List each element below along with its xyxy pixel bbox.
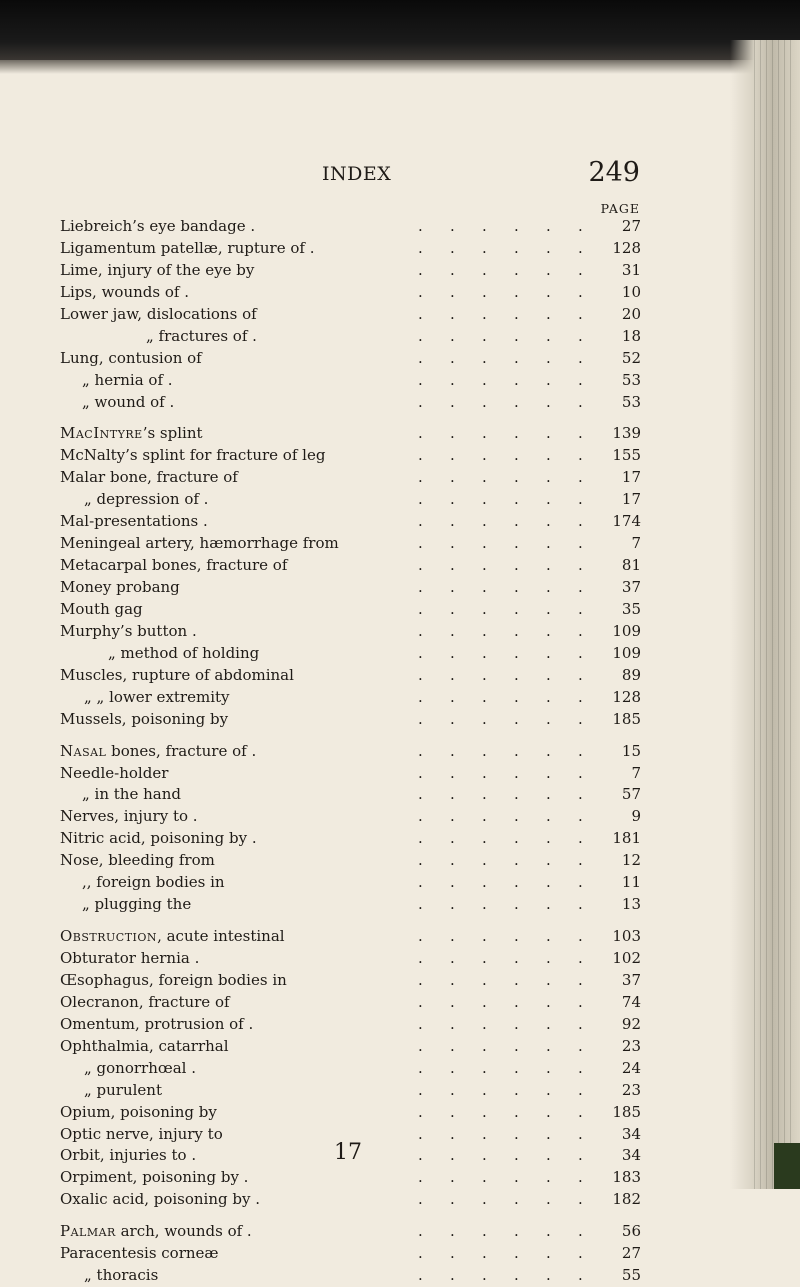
index-page-ref: 34 xyxy=(621,1146,641,1165)
index-entry: „ plugging the . . . . . . 13 xyxy=(60,894,641,916)
index-page-ref: 139 xyxy=(612,424,641,443)
index-entry: Meningeal artery, hæmorrhage from . . . . . . 7 xyxy=(60,533,641,555)
page-header xyxy=(60,157,640,188)
index-term: „ gonorrhœal . xyxy=(84,1058,196,1077)
index-entry: Olecranon, fracture of . . . . . . 74 xyxy=(60,992,641,1014)
index-page-ref: 9 xyxy=(631,807,641,826)
index-page-ref: 57 xyxy=(621,785,641,804)
index-page-ref: 12 xyxy=(621,851,641,870)
index-entry: Palmar arch, wounds of . . . . . . . 56 xyxy=(60,1221,641,1243)
index-term: Lower jaw, dislocations of xyxy=(60,304,257,323)
index-entry: „ method of holding . . . . . . 109 xyxy=(60,643,641,665)
index-term: Lung, contusion of xyxy=(60,348,202,367)
index-entry: Nerves, injury to . . . . . . . 9 xyxy=(60,806,641,828)
index-page-ref: 34 xyxy=(621,1124,641,1143)
index-page-ref: 181 xyxy=(612,829,641,848)
index-page-ref: 23 xyxy=(621,1036,641,1055)
index-page-ref: 35 xyxy=(621,599,641,618)
index-term: ,, foreign bodies in xyxy=(82,873,225,892)
index-page-ref: 17 xyxy=(621,468,641,487)
index-term: Lips, wounds of . xyxy=(60,282,189,301)
index-page-ref: 53 xyxy=(621,370,641,389)
index-entry: Lime, injury of the eye by . . . . . . 31 xyxy=(60,260,641,282)
group-gap xyxy=(60,1211,641,1221)
index-term: „ hernia of . xyxy=(82,370,173,389)
index-page-ref: 23 xyxy=(621,1080,641,1099)
index-term: Muscles, rupture of abdominal xyxy=(60,665,294,684)
index-page-ref: 174 xyxy=(612,512,641,531)
group-gap xyxy=(60,916,641,926)
index-term: Obturator hernia . xyxy=(60,949,200,967)
index-entry: „ fractures of . . . . . . . 18 xyxy=(60,326,641,348)
scan-dark-border xyxy=(0,0,800,60)
index-entry: Money probang . . . . . . 37 xyxy=(60,577,641,599)
page-number: 249 xyxy=(588,157,640,188)
index-page-ref: 11 xyxy=(621,873,641,892)
index-page-ref: 92 xyxy=(621,1014,641,1033)
index-entry: „ purulent . . . . . . 23 xyxy=(60,1080,641,1102)
index-term: „ purulent xyxy=(84,1080,162,1099)
index-term: McNalty’s splint for fracture of leg xyxy=(60,446,326,465)
index-page-ref: 52 xyxy=(621,348,641,367)
index-term: Nerves, injury to . xyxy=(60,807,198,826)
index-entry: Orpiment, poisoning by . . . . . . . 183 xyxy=(60,1167,641,1189)
index-entry: Mal-presentations . . . . . . . 174 xyxy=(60,511,641,533)
index-page-ref: 17 xyxy=(621,490,641,509)
index-page-ref: 185 xyxy=(612,1102,641,1121)
running-head: INDEX xyxy=(322,163,392,185)
group-gap xyxy=(60,413,641,423)
index-entry: ,, foreign bodies in . . . . . . 11 xyxy=(60,872,641,894)
index-entry: Ophthalmia, catarrhal . . . . . . 23 xyxy=(60,1036,641,1058)
index-entry: „ gonorrhœal . . . . . . . 24 xyxy=(60,1058,641,1080)
index-page-ref: 18 xyxy=(621,326,641,345)
index-entry: McNalty’s splint for fracture of leg . . . . . . 155 xyxy=(60,445,641,467)
index-entry: Liebreich’s eye bandage . . . . . . . 27 xyxy=(60,216,641,238)
index-term: Optic nerve, injury to xyxy=(60,1124,223,1143)
index-page-ref: 10 xyxy=(621,282,641,301)
signature-mark: 17 xyxy=(334,1140,362,1165)
index-term: Palmar arch, wounds of . xyxy=(60,1222,252,1241)
scan-corner-mark xyxy=(774,1143,800,1189)
index-term: Ligamentum patellæ, rupture of . xyxy=(60,238,315,257)
index-page-ref: 182 xyxy=(612,1190,641,1209)
index-page-ref: 128 xyxy=(612,238,641,257)
index-term: Nasal bones, fracture of . xyxy=(60,741,257,760)
index-term: Mussels, poisoning by xyxy=(60,709,229,728)
index-entry: Nitric acid, poisoning by . . . . . . . 181 xyxy=(60,828,641,850)
index-term: „ plugging the xyxy=(82,895,192,914)
index-page-ref: 183 xyxy=(612,1168,641,1187)
index-page-ref: 155 xyxy=(612,446,641,465)
index-entry: „ in the hand . . . . . . 57 xyxy=(60,784,641,806)
index-page-ref: 24 xyxy=(621,1058,641,1077)
index-page-ref: 109 xyxy=(612,621,641,640)
index-term: MacIntyre’s splint xyxy=(60,424,203,443)
index-entry: Nasal bones, fracture of . . . . . . . 15 xyxy=(60,741,641,763)
index-term: Meningeal artery, hæmorrhage from xyxy=(60,534,339,553)
index-entry: Obstruction, acute intestinal . . . . . . 103 xyxy=(60,926,641,948)
index-page-ref: 56 xyxy=(621,1222,641,1241)
index-entry: Malar bone, fracture of . . . . . . 17 xyxy=(60,467,641,489)
index-term: „ „ lower extremity xyxy=(84,687,230,706)
index-entry: Optic nerve, injury to . . . . . . 34 xyxy=(60,1124,641,1146)
index-term: Oxalic acid, poisoning by . xyxy=(60,1190,261,1209)
index-term: Lime, injury of the eye by xyxy=(60,260,255,279)
index-term: „ thoracis xyxy=(84,1266,159,1285)
index-term: Ophthalmia, catarrhal xyxy=(60,1036,229,1055)
index-entry: Lung, contusion of . . . . . . 52 xyxy=(60,348,641,370)
page-column-label: PAGE xyxy=(600,201,640,216)
index-page-ref: 13 xyxy=(621,895,641,914)
index-page-ref: 128 xyxy=(612,687,641,706)
index-page-ref: 102 xyxy=(612,949,641,967)
index-term: Orpiment, poisoning by . xyxy=(60,1168,249,1187)
book-gutter-edge xyxy=(730,40,800,1189)
index-entry: „ „ lower extremity . . . . . . 128 xyxy=(60,687,641,709)
index-page-ref: 81 xyxy=(621,556,641,575)
index-page-ref: 7 xyxy=(631,763,641,782)
index-entry: Ligamentum patellæ, rupture of . . . . . . . 128 xyxy=(60,238,641,260)
group-gap xyxy=(60,731,641,741)
index-term: „ in the hand xyxy=(82,785,181,804)
index-entry: „ hernia of . . . . . . . 53 xyxy=(60,370,641,392)
index-entry: Orbit, injuries to . . . . . . . 34 xyxy=(60,1145,641,1167)
index-page-ref: 103 xyxy=(612,927,641,946)
index-entry: Lips, wounds of . . . . . . . 10 xyxy=(60,282,641,304)
index-entry: Œsophagus, foreign bodies in . . . . . . 37 xyxy=(60,970,641,992)
index-page-ref: 53 xyxy=(621,392,641,411)
index-entry: Omentum, protrusion of . . . . . . . 92 xyxy=(60,1014,641,1036)
index-entry: Obturator hernia . . . . . . . 102 xyxy=(60,948,641,970)
index-term: Olecranon, fracture of xyxy=(60,992,230,1011)
index-entry: Paracentesis corneæ . . . . . . 27 xyxy=(60,1243,641,1265)
index-entry: Metacarpal bones, fracture of . . . . . . 81 xyxy=(60,555,641,577)
index-term: Metacarpal bones, fracture of xyxy=(60,556,288,575)
index-page-ref: 109 xyxy=(612,643,641,662)
index-term: Needle-holder xyxy=(60,763,169,782)
index-page-ref: 31 xyxy=(621,260,641,279)
index-page-ref: 15 xyxy=(621,741,641,760)
index-entry: Opium, poisoning by . . . . . . 185 xyxy=(60,1102,641,1124)
index-page-ref: 74 xyxy=(621,992,641,1011)
index-page-ref: 20 xyxy=(621,304,641,323)
index-page-ref: 27 xyxy=(621,217,641,235)
index-entry: Needle-holder . . . . . . 7 xyxy=(60,763,641,785)
index-term: „ wound of . xyxy=(82,392,175,411)
index-entry: Murphy’s button . . . . . . . 109 xyxy=(60,621,641,643)
index-term: „ fractures of . xyxy=(146,326,257,345)
index-page-ref: 27 xyxy=(621,1244,641,1263)
index-term: Mal-presentations . xyxy=(60,512,208,531)
index-page-ref: 185 xyxy=(612,709,641,728)
index-term: Nose, bleeding from xyxy=(60,851,215,870)
index-term: Obstruction, acute intestinal xyxy=(60,927,285,946)
index-term: Murphy’s button . xyxy=(60,621,197,640)
index-term: „ method of holding xyxy=(108,643,260,662)
index-entry: Oxalic acid, poisoning by . . . . . . . 182 xyxy=(60,1189,641,1211)
index-entry: „ wound of . . . . . . . 53 xyxy=(60,392,641,414)
index-page-ref: 7 xyxy=(631,534,641,553)
index-entry: Mussels, poisoning by . . . . . . 185 xyxy=(60,709,641,731)
index-entry: Nose, bleeding from . . . . . . 12 xyxy=(60,850,641,872)
index-term: Money probang xyxy=(60,578,180,596)
index-term: Nitric acid, poisoning by . xyxy=(60,829,257,848)
index-term: „ depression of . xyxy=(84,490,209,509)
index-term: Orbit, injuries to . xyxy=(60,1146,197,1165)
index-entry: Mouth gag . . . . . . 35 xyxy=(60,599,641,621)
index-term: Malar bone, fracture of xyxy=(60,468,238,487)
index-page-ref: 89 xyxy=(621,665,641,684)
index-page-ref: 37 xyxy=(621,970,641,989)
index-list xyxy=(60,216,641,1287)
index-page-ref: 55 xyxy=(621,1266,641,1285)
index-entry: Muscles, rupture of abdominal . . . . . . 89 xyxy=(60,665,641,687)
index-entry: „ depression of . . . . . . . 17 xyxy=(60,489,641,511)
index-term: Opium, poisoning by xyxy=(60,1102,217,1121)
index-entry: Lower jaw, dislocations of . . . . . . 20 xyxy=(60,304,641,326)
index-page-ref: 37 xyxy=(621,578,641,596)
index-term: Paracentesis corneæ xyxy=(60,1244,219,1263)
index-term: Œsophagus, foreign bodies in xyxy=(60,970,287,989)
index-term: Mouth gag xyxy=(60,599,143,618)
index-entry: MacIntyre’s splint . . . . . . 139 xyxy=(60,423,641,445)
index-term: Omentum, protrusion of . xyxy=(60,1014,254,1033)
index-entry: „ thoracis . . . . . . 55 xyxy=(60,1265,641,1287)
index-term: Liebreich’s eye bandage . xyxy=(60,217,256,235)
